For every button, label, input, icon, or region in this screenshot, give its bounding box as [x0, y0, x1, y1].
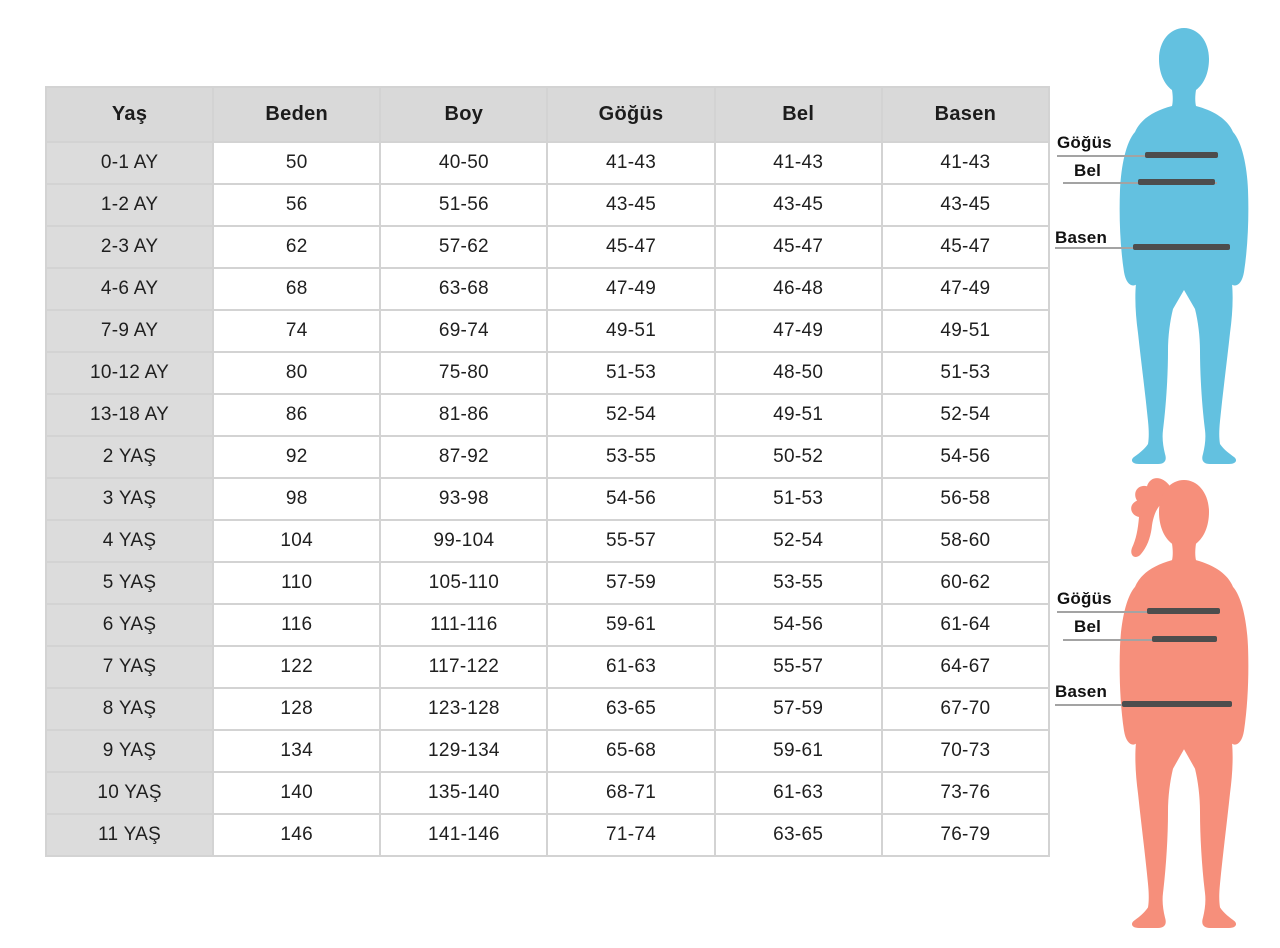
table-row — [46, 352, 1049, 394]
table-cell: 146 — [213, 814, 380, 856]
table-cell: 81-86 — [380, 394, 547, 436]
table-cell: 53-55 — [547, 436, 714, 478]
table-cell: 41-43 — [882, 142, 1049, 184]
table-cell: 57-59 — [715, 688, 882, 730]
table-cell: 45-47 — [715, 226, 882, 268]
row-age-cell: 7 YAŞ — [46, 646, 213, 688]
table-cell: 45-47 — [882, 226, 1049, 268]
row-age-cell: 6 YAŞ — [46, 604, 213, 646]
table-cell: 52-54 — [882, 394, 1049, 436]
row-age-cell: 3 YAŞ — [46, 478, 213, 520]
table-cell: 56 — [213, 184, 380, 226]
table-cell: 43-45 — [547, 184, 714, 226]
table-cell: 55-57 — [547, 520, 714, 562]
row-age-cell: 2 YAŞ — [46, 436, 213, 478]
hip-bar-bottom — [1122, 701, 1232, 707]
table-cell: 69-74 — [380, 310, 547, 352]
table-cell: 52-54 — [547, 394, 714, 436]
table-row — [46, 688, 1049, 730]
table-cell: 87-92 — [380, 436, 547, 478]
table-row — [46, 730, 1049, 772]
table-row — [46, 478, 1049, 520]
table-cell: 50 — [213, 142, 380, 184]
table-cell: 76-79 — [882, 814, 1049, 856]
table-cell: 61-64 — [882, 604, 1049, 646]
row-age-cell: 9 YAŞ — [46, 730, 213, 772]
header-row — [46, 87, 1049, 142]
table-row — [46, 142, 1049, 184]
table-cell: 93-98 — [380, 478, 547, 520]
waist-label-bottom: Bel — [1074, 617, 1102, 636]
table-cell: 134 — [213, 730, 380, 772]
table-cell: 135-140 — [380, 772, 547, 814]
table-cell: 74 — [213, 310, 380, 352]
size-table — [45, 86, 1050, 857]
table-row — [46, 814, 1049, 856]
table-cell: 53-55 — [715, 562, 882, 604]
table-cell: 62 — [213, 226, 380, 268]
table-cell: 92 — [213, 436, 380, 478]
col-header-height: Boy — [380, 87, 547, 142]
table-row — [46, 310, 1049, 352]
table-cell: 55-57 — [715, 646, 882, 688]
table-cell: 51-56 — [380, 184, 547, 226]
row-age-cell: 13-18 AY — [46, 394, 213, 436]
chest-label-top: Göğüs — [1057, 133, 1112, 152]
table-cell: 80 — [213, 352, 380, 394]
table-cell: 116 — [213, 604, 380, 646]
table-row — [46, 646, 1049, 688]
table-row — [46, 562, 1049, 604]
row-age-cell: 5 YAŞ — [46, 562, 213, 604]
col-header-size: Beden — [213, 87, 380, 142]
table-cell: 54-56 — [882, 436, 1049, 478]
table-cell: 54-56 — [715, 604, 882, 646]
waist-bar-top — [1138, 179, 1215, 185]
row-age-cell: 7-9 AY — [46, 310, 213, 352]
table-row — [46, 520, 1049, 562]
col-header-chest: Göğüs — [547, 87, 714, 142]
chest-label-bottom: Göğüs — [1057, 589, 1112, 608]
table-cell: 104 — [213, 520, 380, 562]
chest-bar-top — [1145, 152, 1218, 158]
hip-bar-top — [1133, 244, 1230, 250]
table-cell: 57-59 — [547, 562, 714, 604]
table-cell: 60-62 — [882, 562, 1049, 604]
table-cell: 59-61 — [547, 604, 714, 646]
table-cell: 128 — [213, 688, 380, 730]
table-cell: 51-53 — [715, 478, 882, 520]
table-cell: 54-56 — [547, 478, 714, 520]
table-cell: 45-47 — [547, 226, 714, 268]
table-cell: 58-60 — [882, 520, 1049, 562]
table-cell: 47-49 — [715, 310, 882, 352]
table-row — [46, 226, 1049, 268]
table-cell: 50-52 — [715, 436, 882, 478]
table-cell: 75-80 — [380, 352, 547, 394]
hip-label-bottom: Basen — [1055, 682, 1108, 701]
table-cell: 140 — [213, 772, 380, 814]
table-cell: 141-146 — [380, 814, 547, 856]
col-header-waist: Bel — [715, 87, 882, 142]
table-cell: 59-61 — [715, 730, 882, 772]
table-cell: 71-74 — [547, 814, 714, 856]
table-cell: 61-63 — [715, 772, 882, 814]
table-cell: 48-50 — [715, 352, 882, 394]
table-row — [46, 394, 1049, 436]
table-cell: 52-54 — [715, 520, 882, 562]
row-age-cell: 2-3 AY — [46, 226, 213, 268]
table-cell: 61-63 — [547, 646, 714, 688]
table-cell: 129-134 — [380, 730, 547, 772]
table-cell: 110 — [213, 562, 380, 604]
table-row — [46, 268, 1049, 310]
row-age-cell: 4-6 AY — [46, 268, 213, 310]
row-age-cell: 11 YAŞ — [46, 814, 213, 856]
table-cell: 98 — [213, 478, 380, 520]
hip-label-top: Basen — [1055, 228, 1108, 247]
table-cell: 68 — [213, 268, 380, 310]
table-cell: 46-48 — [715, 268, 882, 310]
col-header-age: Yaş — [46, 87, 213, 142]
row-age-cell: 4 YAŞ — [46, 520, 213, 562]
table-cell: 68-71 — [547, 772, 714, 814]
table-cell: 49-51 — [715, 394, 882, 436]
table-cell: 40-50 — [380, 142, 547, 184]
row-age-cell: 8 YAŞ — [46, 688, 213, 730]
table-cell: 41-43 — [715, 142, 882, 184]
table-cell: 63-65 — [715, 814, 882, 856]
table-cell: 117-122 — [380, 646, 547, 688]
table-row — [46, 772, 1049, 814]
row-age-cell: 10 YAŞ — [46, 772, 213, 814]
table-row — [46, 184, 1049, 226]
table-cell: 123-128 — [380, 688, 547, 730]
table-cell: 41-43 — [547, 142, 714, 184]
table-cell: 47-49 — [882, 268, 1049, 310]
table-cell: 65-68 — [547, 730, 714, 772]
chest-bar-bottom — [1147, 608, 1220, 614]
table-cell: 86 — [213, 394, 380, 436]
table-cell: 111-116 — [380, 604, 547, 646]
table-row — [46, 436, 1049, 478]
table-cell: 49-51 — [547, 310, 714, 352]
waist-bar-bottom — [1152, 636, 1217, 642]
row-age-cell: 0-1 AY — [46, 142, 213, 184]
col-header-hip: Basen — [882, 87, 1049, 142]
table-cell: 47-49 — [547, 268, 714, 310]
table-cell: 57-62 — [380, 226, 547, 268]
table-cell: 63-65 — [547, 688, 714, 730]
table-cell: 56-58 — [882, 478, 1049, 520]
table-cell: 67-70 — [882, 688, 1049, 730]
row-age-cell: 10-12 AY — [46, 352, 213, 394]
waist-label-top: Bel — [1074, 161, 1102, 180]
table-cell: 43-45 — [715, 184, 882, 226]
row-age-cell: 1-2 AY — [46, 184, 213, 226]
table-cell: 51-53 — [882, 352, 1049, 394]
table-cell: 51-53 — [547, 352, 714, 394]
table-cell: 49-51 — [882, 310, 1049, 352]
table-cell: 64-67 — [882, 646, 1049, 688]
table-cell: 99-104 — [380, 520, 547, 562]
table-cell: 70-73 — [882, 730, 1049, 772]
table-cell: 105-110 — [380, 562, 547, 604]
table-cell: 122 — [213, 646, 380, 688]
table-cell: 43-45 — [882, 184, 1049, 226]
table-cell: 63-68 — [380, 268, 547, 310]
table-row — [46, 604, 1049, 646]
table-cell: 73-76 — [882, 772, 1049, 814]
